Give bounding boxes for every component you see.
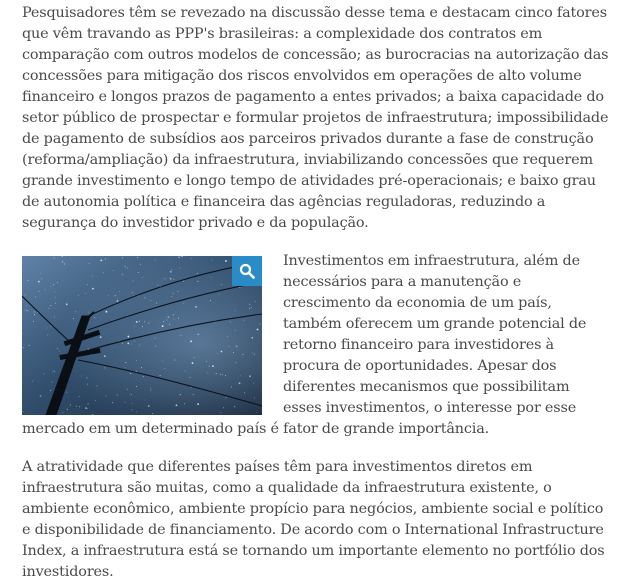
- article-body: [22, 3, 612, 583]
- article-paragraph-2: Investimentos em infraestrutura, além de necessários para a manutenção e crescimento da economia de um país, também oferecem um grande potencial de retorno financeiro para investidores à procura de oportunidades. Apesar dos diferentes mecanismos que possibilitam esses investimentos, o interesse por esse mercado em um determinado país é fator de grande importância.: [22, 251, 612, 440]
- article-figure-block: [22, 251, 612, 440]
- article-paragraph-3: A atratividade que diferentes países têm para investimentos diretos em infraestrutura são muitas, como a qualidade da infraestrutura existente, o ambiente econômico, ambiente propício para negócios, ambiente social e político e disponibilidade de financiamento. De acordo com o International Infrastructure Index, a infraestrutura está se tornando um importante elemento no portfólio dos investidores.: [22, 457, 612, 583]
- search-icon: [239, 263, 255, 279]
- article-paragraph-1: Pesquisadores têm se revezado na discussão desse tema e destacam cinco fatores que vêm travando as PPP's brasileiras: a complexidade dos contratos em comparação com outros modelos de concessão; as burocracias na autorização das concessões para mitigação dos riscos envolvidos em operações de alto volume financeiro e longos prazos de pagamento a entes privados; a baixa capacidade do setor público de prospectar e formular projetos de infraestrutura; impossibilidade de pagamento de subsídios aos parceiros privados durante a fase de construção (reforma/ampliação) da infraestrutura, inviabilizando concessões que requerem grande investimento e longo tempo de atividades pré-operacionais; e baixo grau de autonomia política e financeira das agências reguladoras, reduzindo a segurança do investidor privado e da população.: [22, 3, 612, 234]
- power-line-image[interactable]: [22, 256, 262, 415]
- zoom-button[interactable]: [232, 256, 262, 286]
- power-line-photo: [22, 256, 262, 415]
